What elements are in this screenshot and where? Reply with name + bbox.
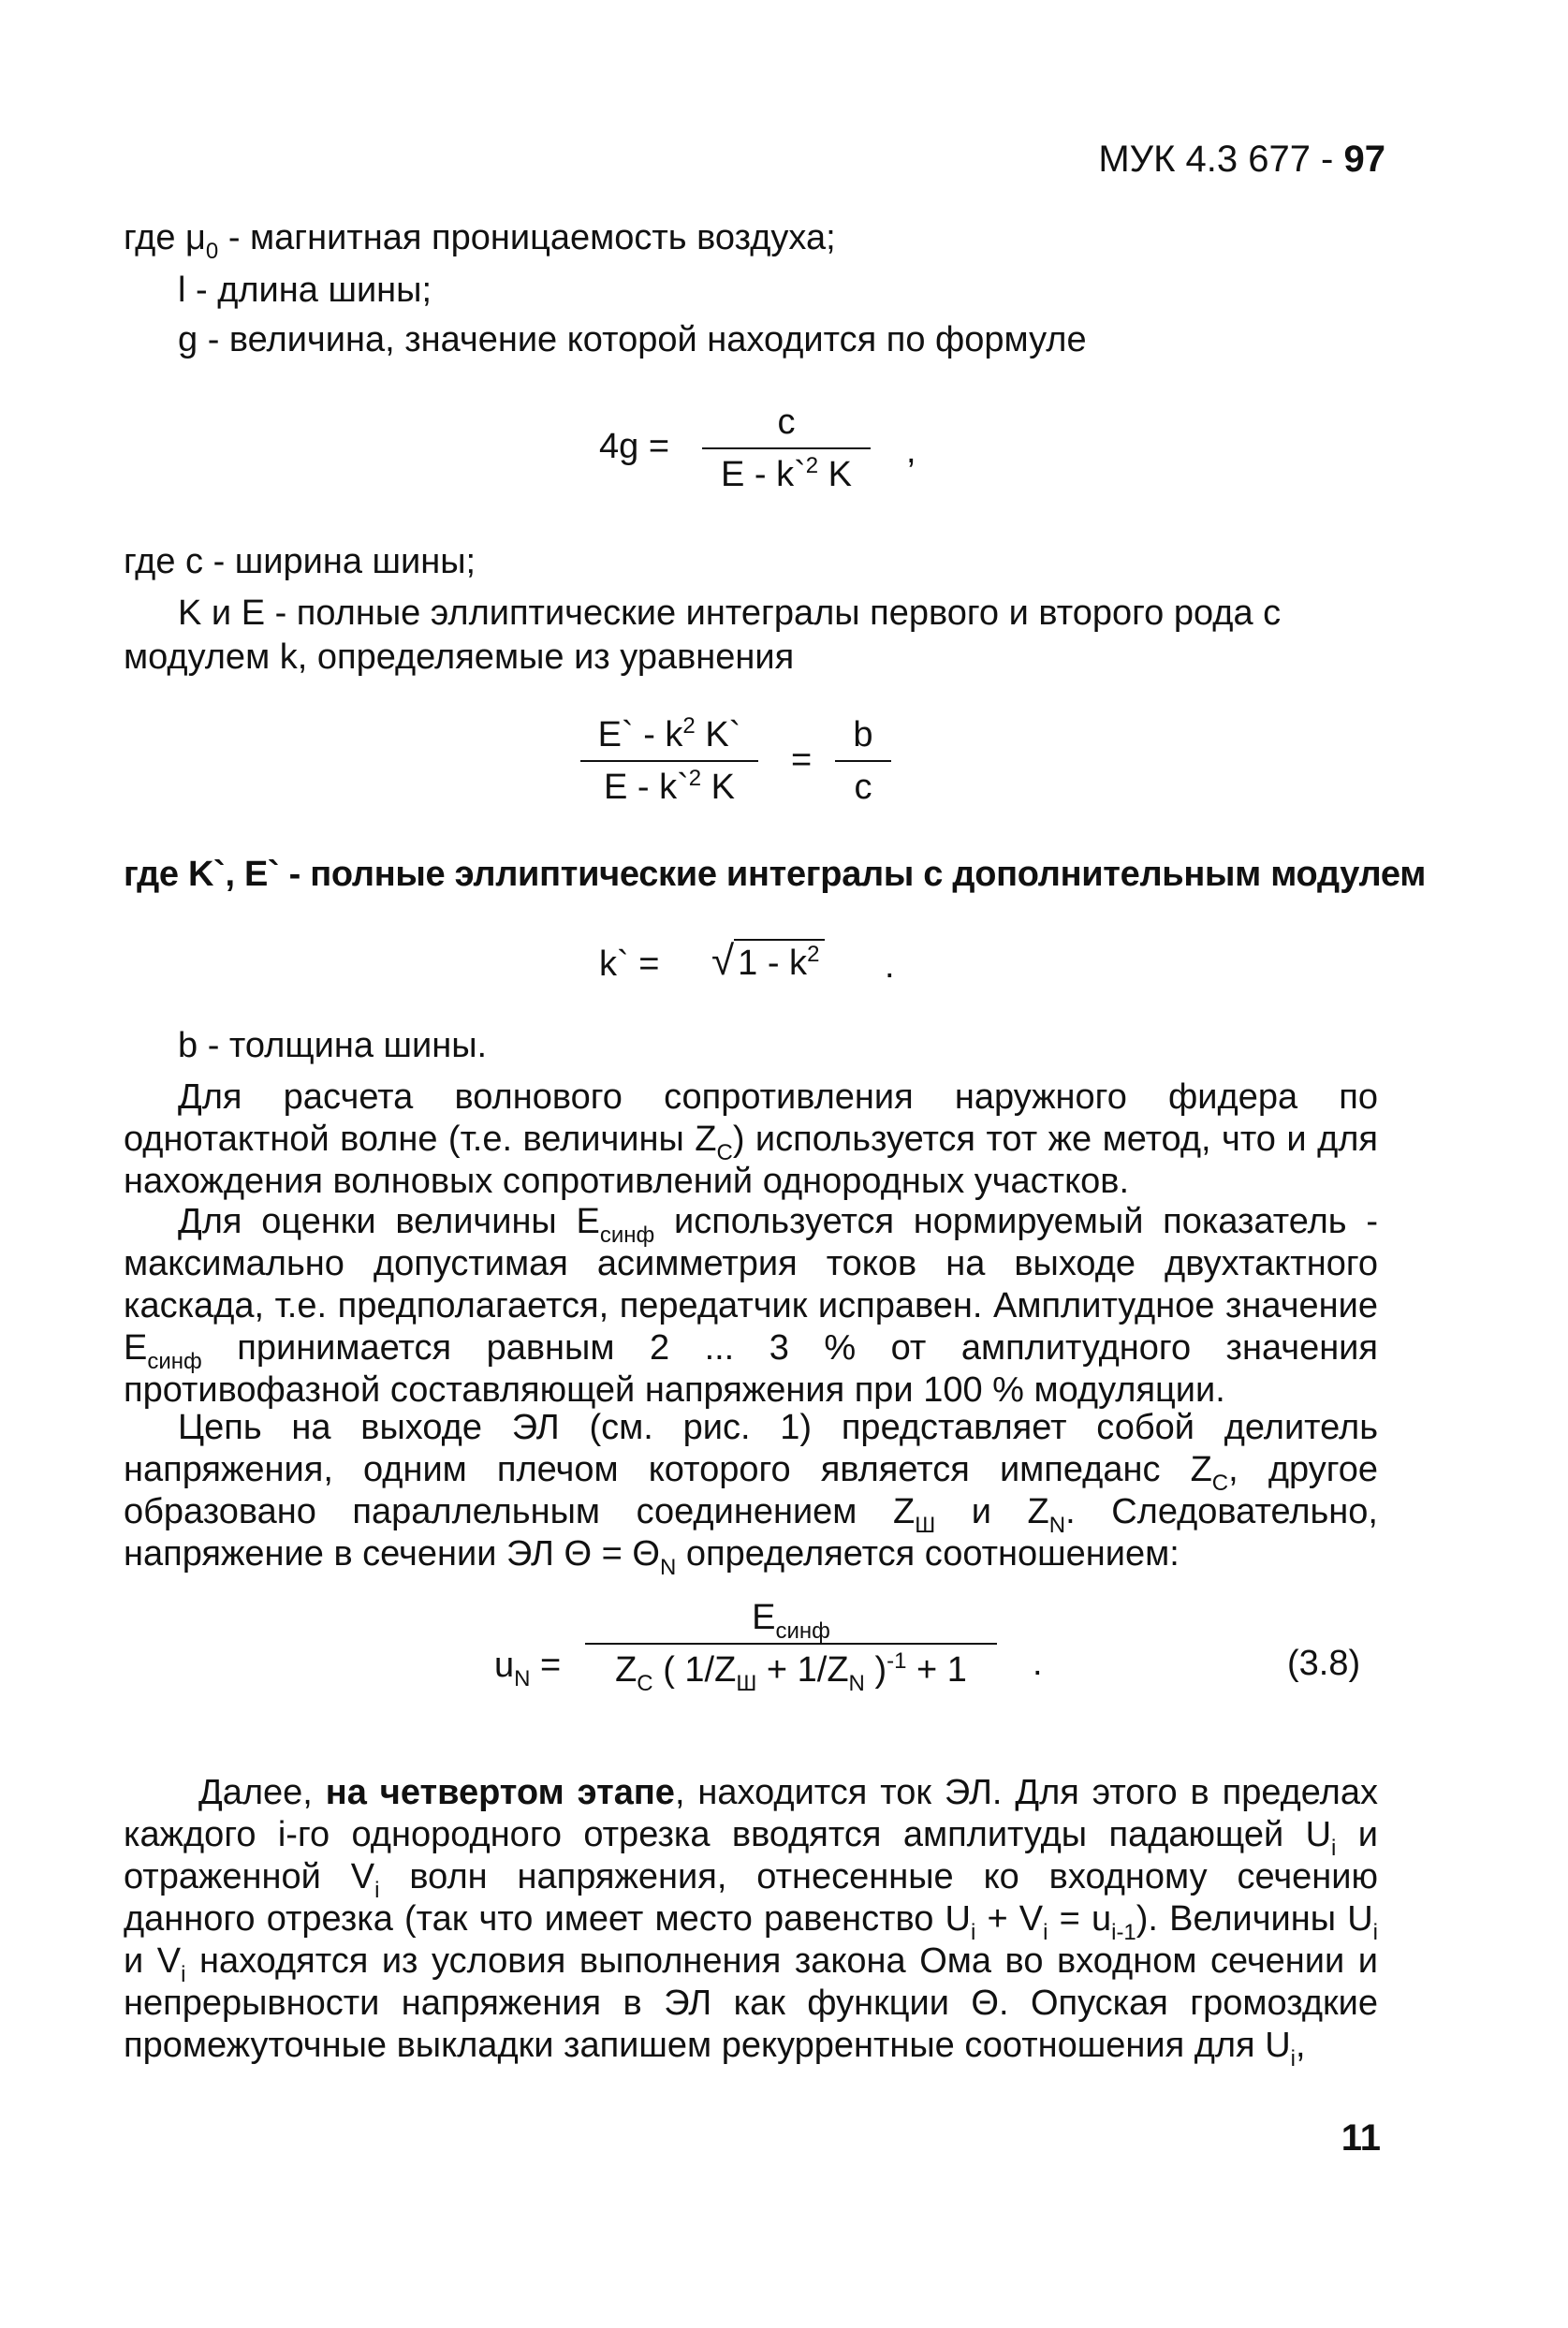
- formula-elliptic-right-fraction: b c: [835, 713, 891, 809]
- formula-3-8-period: .: [1033, 1644, 1043, 1683]
- paragraph-divider-circuit: Цепь на выходе ЭЛ (см. рис. 1) представляет собой делитель напряжения, одним плечом которого является импеданс $Z_C$, другое образовано параллельным соединением $Z_Ш$ и $Z_N$. Следовательно, напряжение в сечении ЭЛ $\Theta = \Theta_N$ определяется соотношением:: [124, 1408, 1378, 1580]
- definition-k-e-prime: где K`, E` - полные эллиптические интегралы с дополнительным модулем: [124, 855, 1427, 894]
- definition-g: g - величина, значение которой находится по формуле: [178, 320, 1087, 359]
- formula-kprime-lhs: k` =: [599, 944, 660, 984]
- formula-3-8-numerator: $E_{синф}$: [752, 1598, 830, 1644]
- definition-k-e: K и E - полные эллиптические интегралы первого и второго рода с: [178, 593, 1282, 633]
- paragraph-esinf: Для оценки величины $E_{синф}$ используется нормируемый показатель - максимально допустимая асимметрия токов на выходе двухтактного каскада, т.е. предполагается, передатчик исправен. Амплитудное значение $E_{синф}$ принимается равным 2 ... 3 % от амплитудного значения противофазной составляющей напряжения при 100 % модуляции.: [124, 1202, 1378, 1410]
- formula-4g-numerator: c: [777, 403, 796, 442]
- formula-3-8-fraction: [585, 1596, 997, 1696]
- formula-4g-comma: ,: [906, 432, 916, 471]
- formula-3-8-lhs: $u_N$ =: [494, 1646, 562, 1691]
- formula-4g-denominator: E - k`$^2$ K: [720, 453, 853, 494]
- equation-number: (3.8): [1287, 1644, 1361, 1683]
- definition-b: b - толщина шины.: [178, 1026, 488, 1065]
- page-number: 11: [1341, 2117, 1381, 2159]
- definition-mu0: где $\mu_0$ - магнитная проницаемость воздуха;: [124, 218, 836, 264]
- formula-4g-lhs: 4g =: [599, 427, 670, 466]
- formula-kprime-sqrt: √ $1 - k^2$: [711, 939, 825, 984]
- formula-kprime-period: .: [885, 946, 895, 986]
- paragraph-zc-method: Для расчета волнового сопротивления наружного фидера по однотактной волне (т.е. величины $Z_C$) используется тот же метод, что и для нахождения волновых сопротивлений однородных участков.: [124, 1077, 1378, 1201]
- formula-4g-fraction: [702, 401, 871, 496]
- formula-elliptic-equals: =: [791, 740, 813, 780]
- formula-elliptic-left-fraction: E` - $k^2$ K` E - k`$^2$ K: [580, 713, 758, 809]
- definition-l: l - длина шины;: [178, 271, 432, 310]
- definition-c: где c - ширина шины;: [124, 542, 476, 581]
- paragraph-fourth-stage: Далее, на четвертом этапе, находится ток ЭЛ. Для этого в пределах каждого i-го однородного отрезка вводятся амплитуды падающей $U_i$ и отраженной $V_i$ волн напряжения, отнесенные ко входному сечению данного отрезка (так что имеет место равенство $U_i + V_i = u_{i-1}$). Величины $U_i$ и $V_i$ находятся из условия выполнения закона Ома во входном сечении и непрерывности напряжения в ЭЛ как функции Θ. Опуская громоздкие промежуточные выкладки запишем рекуррентные соотношения для $U_i$,: [124, 1773, 1379, 2072]
- document-header: МУК 4.3 677 - 97: [1098, 139, 1385, 180]
- definition-k-e-cont: модулем k, определяемые из уравнения: [124, 637, 795, 677]
- formula-3-8-denominator: $Z_C$ ( $1/Z_Ш + 1/Z_N$ )$^{-1}$ + 1: [615, 1648, 967, 1696]
